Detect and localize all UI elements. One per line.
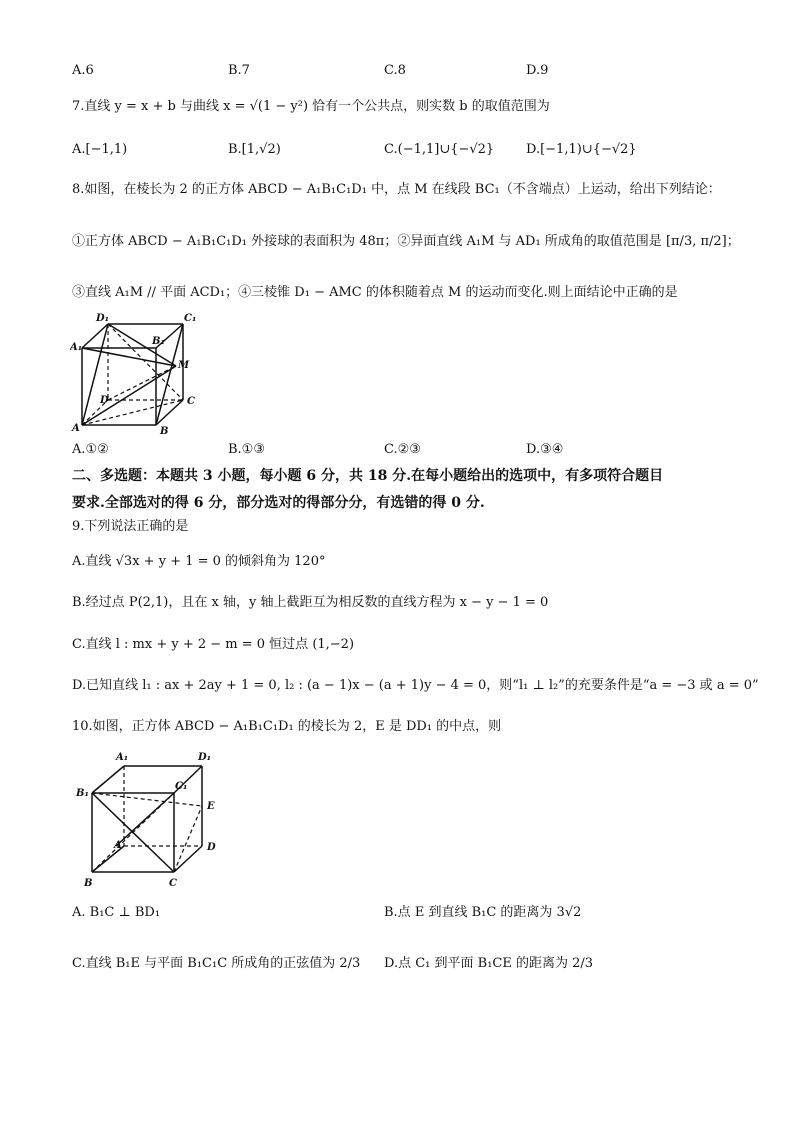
q10-option-c: C.直线 B₁E 与平面 B₁C₁C 所成角的正弦值为 2/3 xyxy=(72,956,361,971)
q10-label-a1: A₁ xyxy=(116,752,129,763)
q8-label-m: M xyxy=(178,360,190,371)
q7-option-b: B.[1,√2) xyxy=(228,142,281,157)
q8-cube-figure xyxy=(70,310,200,435)
q8-stem: 8.如图，在棱长为 2 的正方体 ABCD − A₁B₁C₁D₁ 中，点 M 在线段 BC₁（不含端点）上运动，给出下列结论： xyxy=(72,182,721,197)
q8-label-a1: A₁ xyxy=(70,342,83,353)
q8-label-c1: C₁ xyxy=(184,313,197,324)
q9-option-d: D.已知直线 l₁ : ax + 2ay + 1 = 0, l₂ : (a − 1)x − (a + 1)y − 4 = 0，则“l₁ ⊥ l₂”的充要条件是“a = −3 或 a = 0” xyxy=(72,678,759,693)
q10-label-c: C xyxy=(169,878,177,889)
q7-option-d: D.[−1,1)∪{−√2} xyxy=(526,142,637,157)
q10-label-d1: D₁ xyxy=(198,752,212,763)
q8-label-b: B xyxy=(160,426,169,435)
q10-label-b: B xyxy=(84,878,93,889)
q8-label-d: D xyxy=(100,395,109,406)
q10-label-c1: C₁ xyxy=(175,781,188,792)
q10-option-b: B.点 E 到直线 B₁C 的距离为 3√2 xyxy=(384,905,582,920)
q9-option-c: C.直线 l : mx + y + 2 − m = 0 恒过点 (1,−2) xyxy=(72,637,355,652)
q8-statement-line1: ①正方体 ABCD − A₁B₁C₁D₁ 外接球的表面积为 48π；②异面直线 A₁M 与 AD₁ 所成角的取值范围是 [π/3, π/2]； xyxy=(72,234,740,249)
q6-option-c: C.8 xyxy=(384,63,406,78)
q8-label-d1: D₁ xyxy=(96,313,110,324)
q10-label-e: E xyxy=(207,801,215,812)
q6-option-a: A.6 xyxy=(72,63,94,78)
q10-option-d: D.点 C₁ 到平面 B₁CE 的距离为 2/3 xyxy=(384,956,594,971)
q10-label-a: A xyxy=(114,840,122,851)
q9-option-a: A.直线 √3x + y + 1 = 0 的倾斜角为 120° xyxy=(72,554,326,569)
q8-option-a: A.①② xyxy=(72,442,109,457)
q9-stem: 9.下列说法正确的是 xyxy=(72,519,189,534)
q8-label-b1: B₁ xyxy=(152,336,165,347)
q8-option-c: C.②③ xyxy=(384,442,421,457)
q10-label-d: D xyxy=(207,842,216,853)
q8-label-a: A xyxy=(72,423,80,434)
q10-cube-figure xyxy=(74,744,224,890)
q6-option-b: B.7 xyxy=(228,63,250,78)
q6-option-d: D.9 xyxy=(526,63,549,78)
q10-option-a: A. B₁C ⊥ BD₁ xyxy=(72,905,161,920)
q7-option-c: C.(−1,1]∪{−√2} xyxy=(384,142,495,157)
q7-option-a: A.[−1,1) xyxy=(72,142,128,157)
section2-heading-line1: 二、多选题：本题共 3 小题，每小题 6 分，共 18 分.在每小题给出的选项中，有多项符合题目 xyxy=(72,468,664,484)
q9-option-b: B.经过点 P(2,1)，且在 x 轴，y 轴上截距互为相反数的直线方程为 x − y − 1 = 0 xyxy=(72,595,549,610)
section2-heading-line2: 要求.全部选对的得 6 分，部分选对的得部分分，有选错的得 0 分. xyxy=(72,495,485,511)
q10-label-b1: B₁ xyxy=(76,788,89,799)
q10-stem: 10.如图，正方体 ABCD − A₁B₁C₁D₁ 的棱长为 2，E 是 DD₁ 的中点，则 xyxy=(72,719,502,734)
q8-statement-line2: ③直线 A₁M // 平面 ACD₁；④三棱锥 D₁ − AMC 的体积随着点 M 的运动而变化.则上面结论中正确的是 xyxy=(72,285,678,300)
q8-option-b: B.①③ xyxy=(228,442,265,457)
q8-label-c: C xyxy=(187,396,195,407)
q8-option-d: D.③④ xyxy=(526,442,564,457)
q7-stem: 7.直线 y = x + b 与曲线 x = √(1 − y²) 恰有一个公共点，则实数 b 的取值范围为 xyxy=(72,99,550,114)
